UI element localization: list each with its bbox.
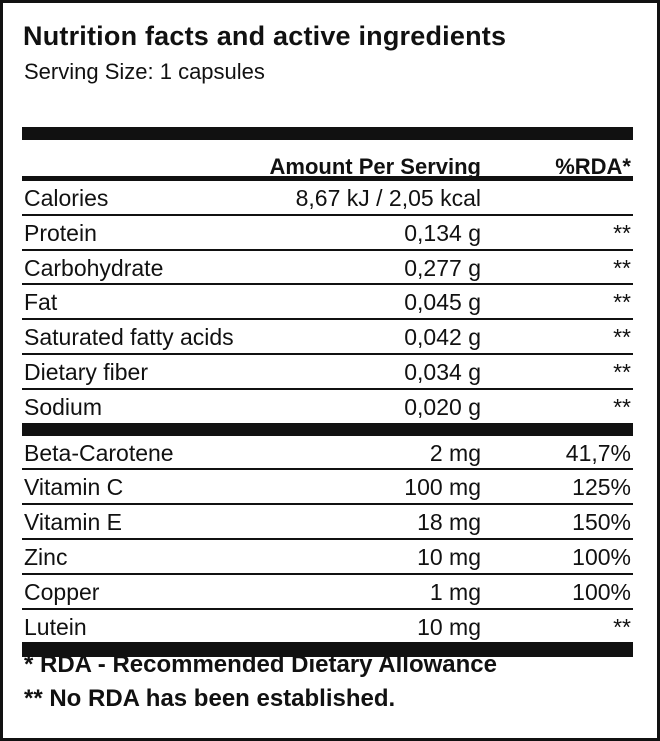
nutrient-name: Carbohydrate: [24, 254, 164, 281]
nutrient-name: Sodium: [24, 393, 102, 420]
nutrient-name: Dietary fiber: [24, 358, 148, 385]
nutrition-table: [22, 127, 633, 657]
nutrient-rda: **: [613, 358, 631, 385]
ingredient-rda: 41,7%: [565, 439, 631, 466]
ingredient-amount: 10 mg: [417, 613, 481, 640]
table-row: [22, 540, 633, 575]
nutrient-amount: 8,67 kJ / 2,05 kcal: [295, 185, 481, 211]
ingredient-rda: 100%: [572, 543, 631, 570]
nutrient-rda: **: [613, 393, 631, 420]
table-row: [22, 470, 633, 505]
table-row: [22, 216, 633, 251]
ingredient-name: Zinc: [24, 543, 68, 570]
table-row: [22, 181, 633, 216]
table-row: [22, 251, 633, 286]
ingredient-name: Copper: [24, 578, 100, 605]
nutrient-amount: 0,134 g: [404, 219, 481, 246]
nutrient-amount: 0,042 g: [404, 324, 481, 351]
table-row: [22, 505, 633, 540]
table-row: [22, 285, 633, 320]
footnote-rda-definition: * RDA - Recommended Dietary Allowance: [24, 651, 498, 678]
table-row: [22, 320, 633, 355]
section-divider-bar: [22, 423, 633, 436]
ingredient-rda: 150%: [572, 509, 631, 536]
ingredient-amount: 1 mg: [429, 578, 481, 605]
ingredient-name: Vitamin C: [24, 474, 124, 501]
nutrient-rda: **: [613, 254, 631, 281]
table-row: [22, 610, 633, 643]
ingredient-name: Lutein: [24, 613, 87, 640]
ingredient-amount: 18 mg: [417, 509, 481, 536]
ingredient-rda: 125%: [572, 474, 631, 501]
rda-column-header: %RDA*: [555, 154, 631, 179]
page-title: Nutrition facts and active ingredients: [23, 21, 507, 51]
table-row: [22, 355, 633, 390]
table-row: [22, 436, 633, 471]
ingredient-name: Vitamin E: [24, 509, 123, 536]
ingredient-name: Beta-Carotene: [24, 439, 174, 466]
nutrient-amount: 0,277 g: [404, 254, 481, 281]
table-row: [22, 390, 633, 423]
ingredient-rda: **: [613, 613, 631, 640]
nutrient-amount: 0,034 g: [404, 358, 481, 385]
amount-column-header: Amount Per Serving: [269, 154, 481, 179]
ingredient-amount: 100 mg: [404, 474, 481, 501]
ingredient-amount: 10 mg: [417, 543, 481, 570]
nutrient-name: Protein: [24, 219, 97, 246]
serving-size: Serving Size: 1 capsules: [24, 59, 265, 84]
top-divider-bar: [22, 127, 633, 140]
ingredient-amount: 2 mg: [429, 439, 481, 466]
nutrient-rda: **: [613, 324, 631, 351]
nutrient-amount: 0,020 g: [404, 393, 481, 420]
ingredient-rda: 100%: [572, 578, 631, 605]
nutrient-rda: **: [613, 219, 631, 246]
footnote-no-rda: ** No RDA has been established.: [24, 685, 396, 712]
table-header: [22, 140, 633, 181]
nutrient-rda: **: [613, 289, 631, 316]
nutrient-amount: 0,045 g: [404, 289, 481, 316]
nutrient-name: Fat: [24, 289, 58, 316]
nutrient-name: Saturated fatty acids: [24, 324, 234, 351]
nutrient-name: Calories: [24, 185, 109, 211]
table-row: [22, 575, 633, 610]
